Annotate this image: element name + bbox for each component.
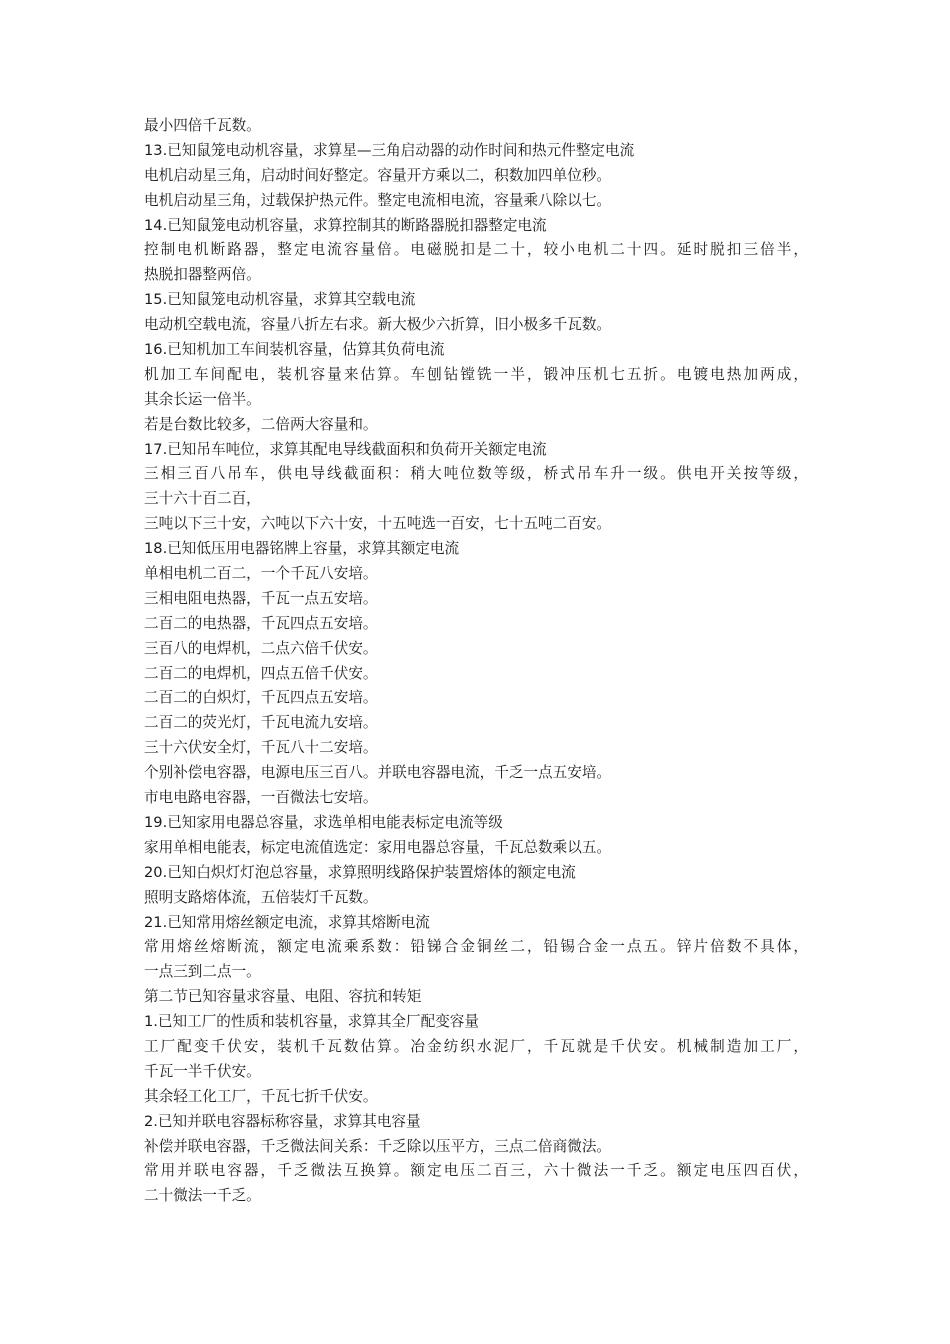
text-line: 三百八的电焊机，二点六倍千伏安。 xyxy=(144,639,378,657)
text-line: 二百二的荧光灯，千瓦电流九安培。 xyxy=(144,714,378,732)
text-line: 三十六十百二百， xyxy=(144,490,261,508)
text-line: 家用单相电能表，标定电流值选定：家用电器总容量，千瓦总数乘以五。 xyxy=(144,838,612,856)
text-line: 若是台数比较多，二倍两大容量和。 xyxy=(144,415,378,433)
text-line: 三十六伏安全灯，千瓦八十二安培。 xyxy=(144,739,378,757)
chapter-heading: 第二节已知容量求容量、电阻、容抗和转矩 xyxy=(144,988,422,1006)
text-line: 常用并联电容器，千乏微法互换算。额定电压二百三，六十微法一千乏。额定电压四百伏， xyxy=(144,1162,808,1180)
text-line: 机加工车间配电，装机容量来估算。车刨钻镗铣一半，锻冲压机七五折。电镀电热加两成， xyxy=(144,365,808,383)
section-heading: 21.已知常用熔丝额定电流，求算其熔断电流 xyxy=(144,913,430,931)
text-line: 电动机空载电流，容量八折左右求。新大极少六折算，旧小极多千瓦数。 xyxy=(144,316,612,334)
section-heading: 2.已知并联电容器标称容量，求算其电容量 xyxy=(144,1112,421,1130)
text-line: 电机启动星三角，过载保护热元件。整定电流相电流，容量乘八除以七。 xyxy=(144,191,612,209)
text-line: 其余轻工化工厂，千瓦七折千伏安。 xyxy=(144,1087,378,1105)
text-line: 个别补偿电容器，电源电压三百八。并联电容器电流，千乏一点五安培。 xyxy=(144,764,612,782)
section-heading: 18.已知低压用电器铭牌上容量，求算其额定电流 xyxy=(144,540,460,558)
text-line: 一点三到二点一。 xyxy=(144,963,261,981)
text-line: 热脱扣器整两倍。 xyxy=(144,266,261,284)
text-line: 常用熔丝熔断流，额定电流乘系数：铅锑合金铜丝二，铅锡合金一点五。锌片倍数不具体， xyxy=(144,938,808,956)
text-line: 补偿并联电容器，千乏微法间关系：千乏除以压平方，三点二倍商微法。 xyxy=(144,1137,612,1155)
text-line: 工厂配变千伏安，装机千瓦数估算。冶金纺织水泥厂，千瓦就是千伏安。机械制造加工厂， xyxy=(144,1037,808,1055)
document-body xyxy=(144,114,808,1209)
section-heading: 15.已知鼠笼电动机容量，求算其空载电流 xyxy=(144,291,416,309)
text-line: 三吨以下三十安，六吨以下六十安，十五吨选一百安，七十五吨二百安。 xyxy=(144,515,612,533)
section-heading: 16.已知机加工车间装机容量，估算其负荷电流 xyxy=(144,341,445,359)
text-line: 三相电阻电热器，千瓦一点五安培。 xyxy=(144,589,378,607)
text-line: 二百二的电焊机，四点五倍千伏安。 xyxy=(144,664,378,682)
text-line: 单相电机二百二，一个千瓦八安培。 xyxy=(144,565,378,583)
text-line: 市电电路电容器，一百微法七安培。 xyxy=(144,789,378,807)
text-line: 控制电机断路器，整定电流容量倍。电磁脱扣是二十，较小电机二十四。延时脱扣三倍半， xyxy=(144,241,808,259)
text-line: 其余长运一倍半。 xyxy=(144,390,261,408)
text-line: 二百二的电热器，千瓦四点五安培。 xyxy=(144,614,378,632)
section-heading: 19.已知家用电器总容量，求选单相电能表标定电流等级 xyxy=(144,813,503,831)
text-line: 电机启动星三角，启动时间好整定。容量开方乘以二，积数加四单位秒。 xyxy=(144,166,612,184)
text-line: 二十微法一千乏。 xyxy=(144,1187,261,1205)
text-line: 最小四倍千瓦数。 xyxy=(144,117,261,134)
text-line: 二百二的白炽灯，千瓦四点五安培。 xyxy=(144,689,378,707)
section-heading: 14.已知鼠笼电动机容量，求算控制其的断路器脱扣器整定电流 xyxy=(144,216,547,234)
text-line: 千瓦一半千伏安。 xyxy=(144,1062,261,1080)
section-heading: 17.已知吊车吨位，求算其配电导线截面积和负荷开关额定电流 xyxy=(144,440,547,458)
section-heading: 1.已知工厂的性质和装机容量，求算其全厂配变容量 xyxy=(144,1013,479,1031)
text-line: 照明支路熔体流，五倍装灯千瓦数。 xyxy=(144,888,378,906)
section-heading: 13.已知鼠笼电动机容量，求算星—三角启动器的动作时间和热元件整定电流 xyxy=(144,141,635,159)
text-line: 三相三百八吊车，供电导线截面积：稍大吨位数等级，桥式吊车升一级。供电开关按等级， xyxy=(144,465,808,483)
section-heading: 20.已知白炽灯灯泡总容量，求算照明线路保护装置熔体的额定电流 xyxy=(144,863,576,881)
